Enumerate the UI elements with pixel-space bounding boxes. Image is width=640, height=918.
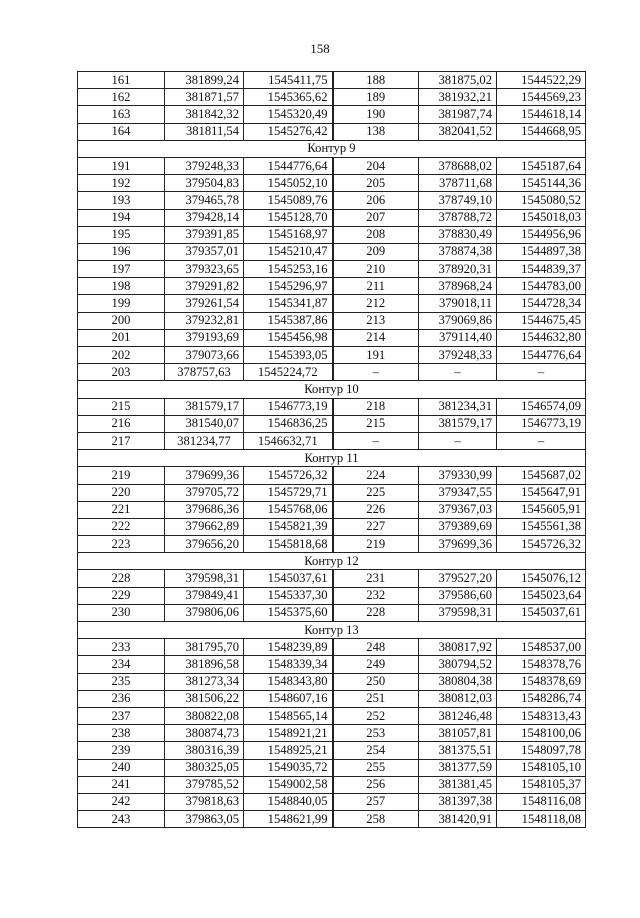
y-coordinate-cell: 1545726,32 <box>497 536 586 553</box>
y-coordinate-cell: 1545365,62 <box>244 89 333 106</box>
y-coordinate-cell: 1548607,16 <box>244 690 333 707</box>
x-coordinate-cell: 381932,21 <box>419 89 497 106</box>
x-coordinate-cell: 381579,17 <box>165 398 244 415</box>
y-coordinate-cell: 1544728,34 <box>497 295 586 312</box>
y-coordinate-cell: 1545253,16 <box>244 261 333 278</box>
section-title: Контур 11 <box>78 450 586 467</box>
y-coordinate-cell: 1545037,61 <box>497 604 586 621</box>
y-coordinate-cell: 1548621,99 <box>244 811 333 828</box>
x-coordinate-cell: 381375,51 <box>419 742 497 759</box>
x-coordinate-cell: 379330,99 <box>419 467 497 484</box>
point-number-cell: 257 <box>333 793 419 810</box>
x-coordinate-cell: 379367,03 <box>419 501 497 518</box>
point-number-cell: 222 <box>78 518 165 535</box>
y-coordinate-cell: 1545337,30 <box>244 587 333 604</box>
point-number-cell: 206 <box>333 192 419 209</box>
x-coordinate-cell: 381234,77 <box>165 432 244 449</box>
x-coordinate-cell: 379849,41 <box>165 587 244 604</box>
y-coordinate-cell: 1546574,09 <box>497 398 586 415</box>
y-coordinate-cell: 1545018,03 <box>497 209 586 226</box>
coordinates-table-body <box>78 72 586 828</box>
y-coordinate-cell: 1546773,19 <box>497 415 586 432</box>
x-coordinate-cell: 379785,52 <box>165 776 244 793</box>
table-row <box>78 398 586 415</box>
y-coordinate-cell: 1545080,52 <box>497 192 586 209</box>
x-coordinate-cell: 381896,58 <box>165 656 244 673</box>
point-number-cell: 197 <box>78 261 165 278</box>
y-coordinate-cell: 1548100,06 <box>497 725 586 742</box>
point-number-cell: 198 <box>78 278 165 295</box>
table-row <box>78 329 586 346</box>
y-coordinate-cell: 1546836,25 <box>244 415 333 432</box>
x-coordinate-cell: 381795,70 <box>165 639 244 656</box>
y-coordinate-cell: 1548239,89 <box>244 639 333 656</box>
x-coordinate-cell: 379699,36 <box>165 467 244 484</box>
y-coordinate-cell: 1545687,02 <box>497 467 586 484</box>
x-coordinate-cell: 381899,24 <box>165 72 244 89</box>
table-row <box>78 89 586 106</box>
point-number-cell: 251 <box>333 690 419 707</box>
point-number-cell: 202 <box>78 347 165 364</box>
x-coordinate-cell: 381273,34 <box>165 673 244 690</box>
point-number-cell: 188 <box>333 72 419 89</box>
x-coordinate-cell: 378749,10 <box>419 192 497 209</box>
x-coordinate-cell: 380817,92 <box>419 639 497 656</box>
point-number-cell: 205 <box>333 175 419 192</box>
x-coordinate-cell: – <box>419 364 497 381</box>
table-row <box>78 776 586 793</box>
x-coordinate-cell: 378788,72 <box>419 209 497 226</box>
table-row <box>78 364 586 381</box>
y-coordinate-cell: 1545296,97 <box>244 278 333 295</box>
point-number-cell: 196 <box>78 243 165 260</box>
point-number-cell: 219 <box>333 536 419 553</box>
x-coordinate-cell: 381875,02 <box>419 72 497 89</box>
x-coordinate-cell: 380812,03 <box>419 690 497 707</box>
y-coordinate-cell: 1545818,68 <box>244 536 333 553</box>
x-coordinate-cell: 380316,39 <box>165 742 244 759</box>
point-number-cell: 236 <box>78 690 165 707</box>
x-coordinate-cell: 381506,22 <box>165 690 244 707</box>
table-row <box>78 209 586 226</box>
x-coordinate-cell: 379248,33 <box>165 157 244 174</box>
y-coordinate-cell: 1548840,05 <box>244 793 333 810</box>
table-row <box>78 312 586 329</box>
y-coordinate-cell: 1545375,60 <box>244 604 333 621</box>
point-number-cell: 243 <box>78 811 165 828</box>
x-coordinate-cell: 379527,20 <box>419 570 497 587</box>
y-coordinate-cell: 1545605,91 <box>497 501 586 518</box>
point-number-cell: 228 <box>78 570 165 587</box>
x-coordinate-cell: 379261,54 <box>165 295 244 312</box>
point-number-cell: 199 <box>78 295 165 312</box>
y-coordinate-cell: 1545052,10 <box>244 175 333 192</box>
y-coordinate-cell: 1545144,36 <box>497 175 586 192</box>
y-coordinate-cell: 1548097,78 <box>497 742 586 759</box>
y-coordinate-cell: 1545341,87 <box>244 295 333 312</box>
x-coordinate-cell: 381397,38 <box>419 793 497 810</box>
point-number-cell: 217 <box>78 432 165 449</box>
table-row <box>78 587 586 604</box>
point-number-cell: 207 <box>333 209 419 226</box>
x-coordinate-cell: 379598,31 <box>419 604 497 621</box>
table-row <box>78 175 586 192</box>
y-coordinate-cell: 1545387,86 <box>244 312 333 329</box>
point-number-cell: 241 <box>78 776 165 793</box>
x-coordinate-cell: 380804,38 <box>419 673 497 690</box>
point-number-cell: 253 <box>333 725 419 742</box>
point-number-cell: 138 <box>333 123 419 140</box>
y-coordinate-cell: 1548286,74 <box>497 690 586 707</box>
x-coordinate-cell: 379114,40 <box>419 329 497 346</box>
y-coordinate-cell: 1544632,80 <box>497 329 586 346</box>
section-title: Контур 9 <box>78 140 586 157</box>
y-coordinate-cell: 1545821,39 <box>244 518 333 535</box>
y-coordinate-cell: – <box>497 432 586 449</box>
point-number-cell: 248 <box>333 639 419 656</box>
table-row <box>78 157 586 174</box>
point-number-cell: 232 <box>333 587 419 604</box>
x-coordinate-cell: 379069,86 <box>419 312 497 329</box>
table-row <box>78 106 586 123</box>
point-number-cell: 256 <box>333 776 419 793</box>
x-coordinate-cell: 381420,91 <box>419 811 497 828</box>
table-row <box>78 725 586 742</box>
table-row <box>78 501 586 518</box>
point-number-cell: 233 <box>78 639 165 656</box>
y-coordinate-cell: 1545168,97 <box>244 226 333 243</box>
page-number: 158 <box>310 41 330 56</box>
x-coordinate-cell: 379428,14 <box>165 209 244 226</box>
y-coordinate-cell: 1544897,38 <box>497 243 586 260</box>
table-row <box>78 467 586 484</box>
table-row <box>78 295 586 312</box>
x-coordinate-cell: 378920,31 <box>419 261 497 278</box>
x-coordinate-cell: 380325,05 <box>165 759 244 776</box>
point-number-cell: 230 <box>78 604 165 621</box>
point-number-cell: 203 <box>78 364 165 381</box>
point-number-cell: 240 <box>78 759 165 776</box>
table-row <box>78 347 586 364</box>
table-row <box>78 604 586 621</box>
section-header-row <box>78 450 586 467</box>
x-coordinate-cell: 378688,02 <box>419 157 497 174</box>
x-coordinate-cell: 378968,24 <box>419 278 497 295</box>
point-number-cell: 220 <box>78 484 165 501</box>
x-coordinate-cell: 381377,59 <box>419 759 497 776</box>
x-coordinate-cell: 381540,07 <box>165 415 244 432</box>
x-coordinate-cell: 379598,31 <box>165 570 244 587</box>
table-row <box>78 261 586 278</box>
y-coordinate-cell: 1545411,75 <box>244 72 333 89</box>
point-number-cell: 192 <box>78 175 165 192</box>
point-number-cell: 216 <box>78 415 165 432</box>
point-number-cell: 258 <box>333 811 419 828</box>
table-row <box>78 690 586 707</box>
y-coordinate-cell: 1545647,91 <box>497 484 586 501</box>
y-coordinate-cell: 1544776,64 <box>497 347 586 364</box>
x-coordinate-cell: 379391,85 <box>165 226 244 243</box>
section-header-row <box>78 622 586 639</box>
y-coordinate-cell: 1548343,80 <box>244 673 333 690</box>
y-coordinate-cell: 1545768,06 <box>244 501 333 518</box>
table-row <box>78 639 586 656</box>
table-row <box>78 570 586 587</box>
y-coordinate-cell: 1545320,49 <box>244 106 333 123</box>
point-number-cell: 214 <box>333 329 419 346</box>
point-number-cell: 223 <box>78 536 165 553</box>
y-coordinate-cell: 1548105,37 <box>497 776 586 793</box>
point-number-cell: 234 <box>78 656 165 673</box>
point-number-cell: 242 <box>78 793 165 810</box>
x-coordinate-cell: 379073,66 <box>165 347 244 364</box>
point-number-cell: 254 <box>333 742 419 759</box>
x-coordinate-cell: 379686,36 <box>165 501 244 518</box>
y-coordinate-cell: 1548118,08 <box>497 811 586 828</box>
point-number-cell: 191 <box>333 347 419 364</box>
x-coordinate-cell: 379232,81 <box>165 312 244 329</box>
y-coordinate-cell: 1545393,05 <box>244 347 333 364</box>
table-row <box>78 811 586 828</box>
point-number-cell: 200 <box>78 312 165 329</box>
table-row <box>78 226 586 243</box>
x-coordinate-cell: 382041,52 <box>419 123 497 140</box>
x-coordinate-cell: 379806,06 <box>165 604 244 621</box>
table-row <box>78 656 586 673</box>
point-number-cell: 194 <box>78 209 165 226</box>
point-number-cell: 164 <box>78 123 165 140</box>
point-number-cell: 239 <box>78 742 165 759</box>
table-row <box>78 72 586 89</box>
point-number-cell: 224 <box>333 467 419 484</box>
point-number-cell: – <box>333 364 419 381</box>
x-coordinate-cell: 378874,38 <box>419 243 497 260</box>
x-coordinate-cell: 380794,52 <box>419 656 497 673</box>
point-number-cell: 221 <box>78 501 165 518</box>
coordinates-table <box>77 71 586 828</box>
x-coordinate-cell: 379389,69 <box>419 518 497 535</box>
x-coordinate-cell: 379504,83 <box>165 175 244 192</box>
y-coordinate-cell: 1548921,21 <box>244 725 333 742</box>
point-number-cell: 195 <box>78 226 165 243</box>
y-coordinate-cell: 1544522,29 <box>497 72 586 89</box>
y-coordinate-cell: 1545128,70 <box>244 209 333 226</box>
y-coordinate-cell: 1545726,32 <box>244 467 333 484</box>
table-row <box>78 673 586 690</box>
table-row <box>78 432 586 449</box>
section-title: Контур 13 <box>78 622 586 639</box>
x-coordinate-cell: 380874,73 <box>165 725 244 742</box>
point-number-cell: 161 <box>78 72 165 89</box>
y-coordinate-cell: 1544675,45 <box>497 312 586 329</box>
x-coordinate-cell: 379818,63 <box>165 793 244 810</box>
point-number-cell: 219 <box>78 467 165 484</box>
x-coordinate-cell: 379357,01 <box>165 243 244 260</box>
x-coordinate-cell: 379465,78 <box>165 192 244 209</box>
point-number-cell: 252 <box>333 707 419 724</box>
point-number-cell: 209 <box>333 243 419 260</box>
point-number-cell: 249 <box>333 656 419 673</box>
y-coordinate-cell: 1548378,76 <box>497 656 586 673</box>
point-number-cell: 238 <box>78 725 165 742</box>
x-coordinate-cell: 381987,74 <box>419 106 497 123</box>
x-coordinate-cell: 379347,55 <box>419 484 497 501</box>
y-coordinate-cell: 1548925,21 <box>244 742 333 759</box>
x-coordinate-cell: 381871,57 <box>165 89 244 106</box>
point-number-cell: 208 <box>333 226 419 243</box>
section-title: Контур 12 <box>78 553 586 570</box>
y-coordinate-cell: 1545037,61 <box>244 570 333 587</box>
x-coordinate-cell: 379323,65 <box>165 261 244 278</box>
y-coordinate-cell: 1548565,14 <box>244 707 333 724</box>
point-number-cell: 193 <box>78 192 165 209</box>
y-coordinate-cell: 1545210,47 <box>244 243 333 260</box>
table-row <box>78 793 586 810</box>
y-coordinate-cell: 1544569,23 <box>497 89 586 106</box>
table-row <box>78 536 586 553</box>
y-coordinate-cell: 1549002,58 <box>244 776 333 793</box>
point-number-cell: 163 <box>78 106 165 123</box>
y-coordinate-cell: 1545224,72 <box>244 364 333 381</box>
point-number-cell: 226 <box>333 501 419 518</box>
point-number-cell: 227 <box>333 518 419 535</box>
x-coordinate-cell: 379699,36 <box>419 536 497 553</box>
point-number-cell: 191 <box>78 157 165 174</box>
point-number-cell: 162 <box>78 89 165 106</box>
x-coordinate-cell: 379656,20 <box>165 536 244 553</box>
table-row <box>78 243 586 260</box>
point-number-cell: 190 <box>333 106 419 123</box>
x-coordinate-cell: 378757,63 <box>165 364 244 381</box>
y-coordinate-cell: 1545456,98 <box>244 329 333 346</box>
point-number-cell: 213 <box>333 312 419 329</box>
table-row <box>78 484 586 501</box>
y-coordinate-cell: 1544668,95 <box>497 123 586 140</box>
x-coordinate-cell: 381811,54 <box>165 123 244 140</box>
x-coordinate-cell: 379662,89 <box>165 518 244 535</box>
point-number-cell: 215 <box>78 398 165 415</box>
y-coordinate-cell: 1548105,10 <box>497 759 586 776</box>
point-number-cell: 189 <box>333 89 419 106</box>
table-row <box>78 123 586 140</box>
point-number-cell: 215 <box>333 415 419 432</box>
x-coordinate-cell: 381234,31 <box>419 398 497 415</box>
y-coordinate-cell: 1545729,71 <box>244 484 333 501</box>
point-number-cell: 231 <box>333 570 419 587</box>
y-coordinate-cell: 1545076,12 <box>497 570 586 587</box>
point-number-cell: 255 <box>333 759 419 776</box>
point-number-cell: 212 <box>333 295 419 312</box>
section-header-row <box>78 381 586 398</box>
x-coordinate-cell: 378711,68 <box>419 175 497 192</box>
point-number-cell: 237 <box>78 707 165 724</box>
table-row <box>78 742 586 759</box>
x-coordinate-cell: 381246,48 <box>419 707 497 724</box>
y-coordinate-cell: 1544776,64 <box>244 157 333 174</box>
x-coordinate-cell: 379248,33 <box>419 347 497 364</box>
y-coordinate-cell: 1548339,34 <box>244 656 333 673</box>
y-coordinate-cell: 1546773,19 <box>244 398 333 415</box>
point-number-cell: 201 <box>78 329 165 346</box>
y-coordinate-cell: 1545276,42 <box>244 123 333 140</box>
y-coordinate-cell: 1544783,00 <box>497 278 586 295</box>
point-number-cell: – <box>333 432 419 449</box>
table-row <box>78 278 586 295</box>
y-coordinate-cell: 1545023,64 <box>497 587 586 604</box>
table-row <box>78 759 586 776</box>
y-coordinate-cell: 1544618,14 <box>497 106 586 123</box>
y-coordinate-cell: 1548313,43 <box>497 707 586 724</box>
y-coordinate-cell: 1548116,08 <box>497 793 586 810</box>
x-coordinate-cell: 379705,72 <box>165 484 244 501</box>
x-coordinate-cell: 380822,08 <box>165 707 244 724</box>
point-number-cell: 225 <box>333 484 419 501</box>
x-coordinate-cell: 379863,05 <box>165 811 244 828</box>
x-coordinate-cell: 381381,45 <box>419 776 497 793</box>
x-coordinate-cell: 381842,32 <box>165 106 244 123</box>
y-coordinate-cell: – <box>497 364 586 381</box>
y-coordinate-cell: 1549035,72 <box>244 759 333 776</box>
point-number-cell: 235 <box>78 673 165 690</box>
x-coordinate-cell: 381579,17 <box>419 415 497 432</box>
point-number-cell: 229 <box>78 587 165 604</box>
table-row <box>78 192 586 209</box>
section-header-row <box>78 553 586 570</box>
y-coordinate-cell: 1545187,64 <box>497 157 586 174</box>
point-number-cell: 228 <box>333 604 419 621</box>
table-row <box>78 707 586 724</box>
point-number-cell: 211 <box>333 278 419 295</box>
x-coordinate-cell: – <box>419 432 497 449</box>
x-coordinate-cell: 379586,60 <box>419 587 497 604</box>
section-header-row <box>78 140 586 157</box>
point-number-cell: 204 <box>333 157 419 174</box>
y-coordinate-cell: 1546632,71 <box>244 432 333 449</box>
y-coordinate-cell: 1544839,37 <box>497 261 586 278</box>
y-coordinate-cell: 1548378,69 <box>497 673 586 690</box>
point-number-cell: 210 <box>333 261 419 278</box>
point-number-cell: 218 <box>333 398 419 415</box>
y-coordinate-cell: 1545561,38 <box>497 518 586 535</box>
x-coordinate-cell: 379193,69 <box>165 329 244 346</box>
point-number-cell: 250 <box>333 673 419 690</box>
section-title: Контур 10 <box>78 381 586 398</box>
table-row <box>78 415 586 432</box>
x-coordinate-cell: 378830,49 <box>419 226 497 243</box>
x-coordinate-cell: 381057,81 <box>419 725 497 742</box>
y-coordinate-cell: 1544956,96 <box>497 226 586 243</box>
x-coordinate-cell: 379018,11 <box>419 295 497 312</box>
y-coordinate-cell: 1548537,00 <box>497 639 586 656</box>
table-row <box>78 518 586 535</box>
x-coordinate-cell: 379291,82 <box>165 278 244 295</box>
y-coordinate-cell: 1545089,76 <box>244 192 333 209</box>
